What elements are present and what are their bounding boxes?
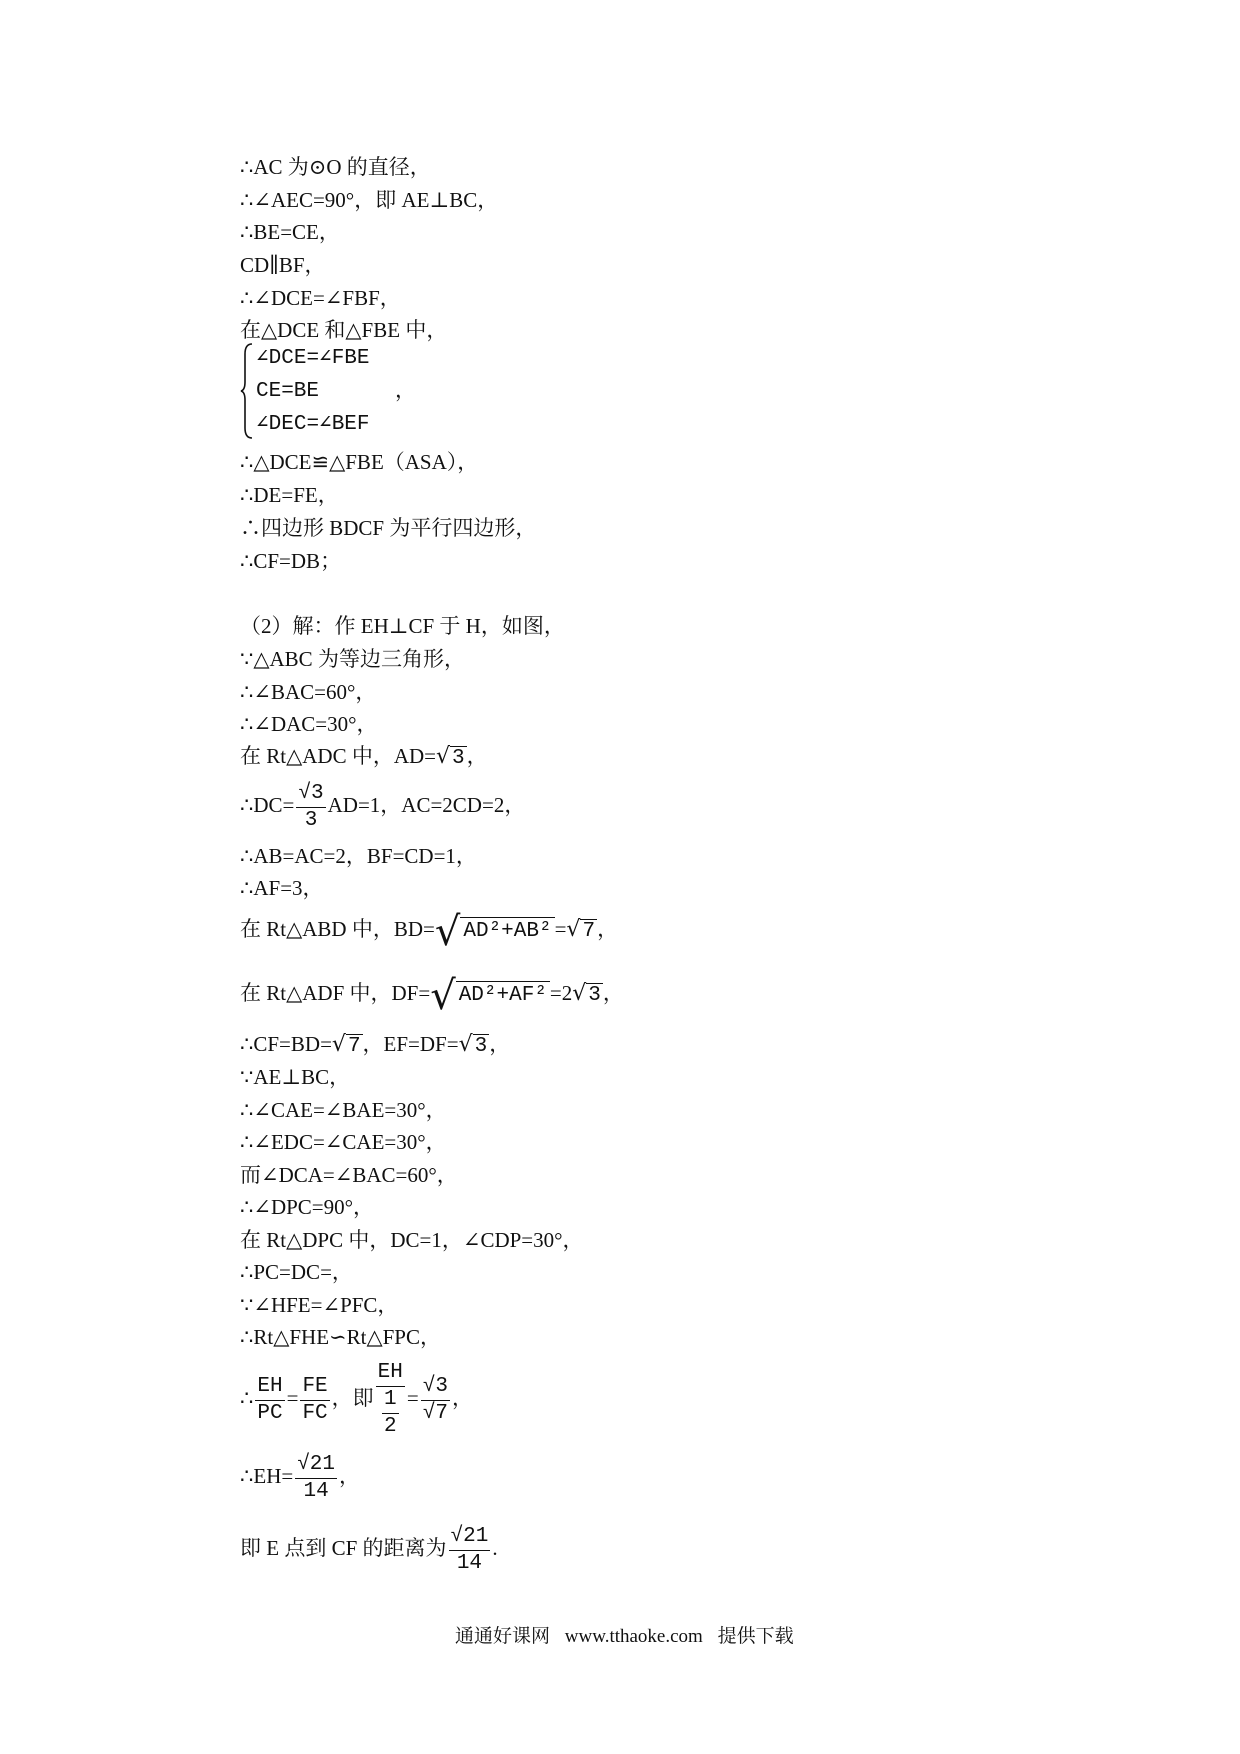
proof-line: ∴△DCE≌△FBE（ASA）， <box>240 450 479 474</box>
system-row: ∠DEC=∠BEF <box>256 413 370 436</box>
solution-line <box>240 778 525 834</box>
text: AD=1，AC=2CD=2， <box>327 793 526 817</box>
solution-line: ∵AE⊥BC， <box>240 1065 351 1089</box>
footer-url[interactable]: www.tthaoke.com <box>564 1626 703 1647</box>
proof-line: ∴AC 为⊙O 的直径， <box>240 155 431 179</box>
fraction <box>376 1360 405 1440</box>
solution-line <box>240 970 624 1019</box>
proof-line: CD∥BF， <box>240 253 326 277</box>
solution-line: ∴∠DPC=90°， <box>240 1195 375 1219</box>
denominator: √7 <box>422 1401 448 1425</box>
system-comma: ， <box>395 381 416 404</box>
left-brace <box>240 342 254 440</box>
solution-line: ∴PC=DC=， <box>240 1260 353 1284</box>
solution-line <box>240 742 488 773</box>
solution-line <box>240 1518 498 1578</box>
text: = <box>406 1386 419 1410</box>
denominator <box>376 1387 405 1440</box>
sqrt-sign: √ <box>458 1032 473 1057</box>
proof-line: ∴四边形 BDCF 为平行四边形， <box>240 516 537 540</box>
solution-line: ∴∠CAE=∠BAE=30°， <box>240 1098 447 1122</box>
radicand: 3 <box>452 747 465 770</box>
page-footer <box>455 1621 804 1648</box>
radicand: 7 <box>347 1035 361 1058</box>
sqrt-sign: √ <box>436 744 451 769</box>
numerator: FE <box>300 1374 329 1401</box>
footer-site-name: 通通好课网 <box>455 1626 551 1647</box>
text: 即 E 点到 CF 的距离为 <box>240 1536 447 1560</box>
radicand: 3 <box>588 984 601 1007</box>
numerator: 1 <box>382 1387 399 1414</box>
solution-line <box>240 1030 510 1061</box>
text: ， <box>602 981 624 1005</box>
fraction <box>295 1452 337 1505</box>
radicand: 3 <box>474 1035 488 1058</box>
numerator: √3 <box>421 1374 450 1401</box>
text: . <box>492 1536 498 1560</box>
solution-line: ∵∠HFE=∠PFC， <box>240 1293 399 1317</box>
numerator: EH <box>255 1374 284 1401</box>
text: = <box>554 917 567 941</box>
denominator: FC <box>302 1401 328 1425</box>
text: ，即 <box>331 1386 374 1410</box>
text: ， <box>451 1386 473 1410</box>
solution-line: ∴AF=3， <box>240 876 324 900</box>
proof-line: ∴CF=DB； <box>240 549 342 573</box>
solution-line: ∴∠DAC=30°， <box>240 712 378 736</box>
text: 在 Rt△ADC 中，AD= <box>240 744 437 768</box>
text: ， <box>339 1464 361 1488</box>
text: ， <box>597 917 619 941</box>
proof-line: ∴BE=CE， <box>240 220 340 244</box>
sqrt-sign: √ <box>434 909 461 956</box>
proof-line: ∴∠AEC=90°，即 AE⊥BC， <box>240 188 499 212</box>
text: ，EF=DF= <box>362 1032 459 1056</box>
text: ∴DC= <box>240 793 295 817</box>
solution-line: ∴Rt△FHE∽Rt△FPC， <box>240 1325 441 1349</box>
denominator: 3 <box>304 808 318 832</box>
solution-line <box>240 1358 473 1440</box>
text: ∴CF=BD= <box>240 1032 332 1056</box>
sqrt-expression <box>430 971 550 1019</box>
radicand: AD²+AF² <box>456 981 550 1007</box>
denominator: 14 <box>303 1479 329 1503</box>
solution-line: ∴∠BAC=60°， <box>240 680 377 704</box>
solution-line: 在 Rt△DPC 中，DC=1，∠CDP=30°， <box>240 1228 584 1252</box>
system-row: CE=BE <box>256 380 320 403</box>
sqrt-sign: √ <box>430 973 456 1020</box>
sqrt-sign: √ <box>331 1032 346 1057</box>
solution-line <box>240 1446 360 1506</box>
denominator: 2 <box>383 1415 397 1439</box>
text: ， <box>466 744 488 768</box>
fraction <box>255 1374 284 1427</box>
text: 在 Rt△ADF 中，DF= <box>240 981 431 1005</box>
footer-note: 提供下载 <box>717 1626 794 1647</box>
denominator: 14 <box>456 1551 483 1575</box>
numerator: √21 <box>295 1452 337 1479</box>
text: =2 <box>549 981 573 1005</box>
proof-line: ∴∠DCE=∠FBF， <box>240 286 401 310</box>
fraction <box>300 1374 329 1427</box>
text: = <box>286 1386 299 1410</box>
proof-line: ∴DE=FE， <box>240 483 339 507</box>
fraction <box>449 1524 491 1577</box>
fraction <box>382 1387 399 1440</box>
numerator: √3 <box>296 781 325 808</box>
fraction <box>296 781 325 834</box>
sqrt-expression <box>435 907 555 955</box>
solution-line: ∴AB=AC=2，BF=CD=1， <box>240 844 477 868</box>
numerator: EH <box>376 1360 405 1387</box>
denominator: PC <box>257 1401 283 1425</box>
fraction <box>421 1374 450 1427</box>
solution-line <box>240 906 618 955</box>
sqrt-sign: √ <box>566 917 581 942</box>
numerator: √21 <box>449 1524 491 1551</box>
text: ∴ <box>240 1386 254 1410</box>
proof-line: 在△DCE 和△FBE 中， <box>240 318 448 342</box>
radicand: 7 <box>582 920 596 943</box>
solution-line: （2）解：作 EH⊥CF 于 H，如图， <box>240 614 565 638</box>
solution-line: 而∠DCA=∠BAC=60°， <box>240 1163 458 1187</box>
sqrt-sign: √ <box>572 981 587 1006</box>
system-row: ∠DCE=∠FBE <box>256 347 370 370</box>
text: ， <box>489 1032 511 1056</box>
solution-line: ∵△ABC 为等边三角形， <box>240 647 465 671</box>
solution-line: ∴∠EDC=∠CAE=30°， <box>240 1130 447 1154</box>
text: ∴EH= <box>240 1464 294 1488</box>
radicand: AD²+AB² <box>460 917 554 943</box>
text: 在 Rt△ABD 中，BD= <box>240 917 435 941</box>
